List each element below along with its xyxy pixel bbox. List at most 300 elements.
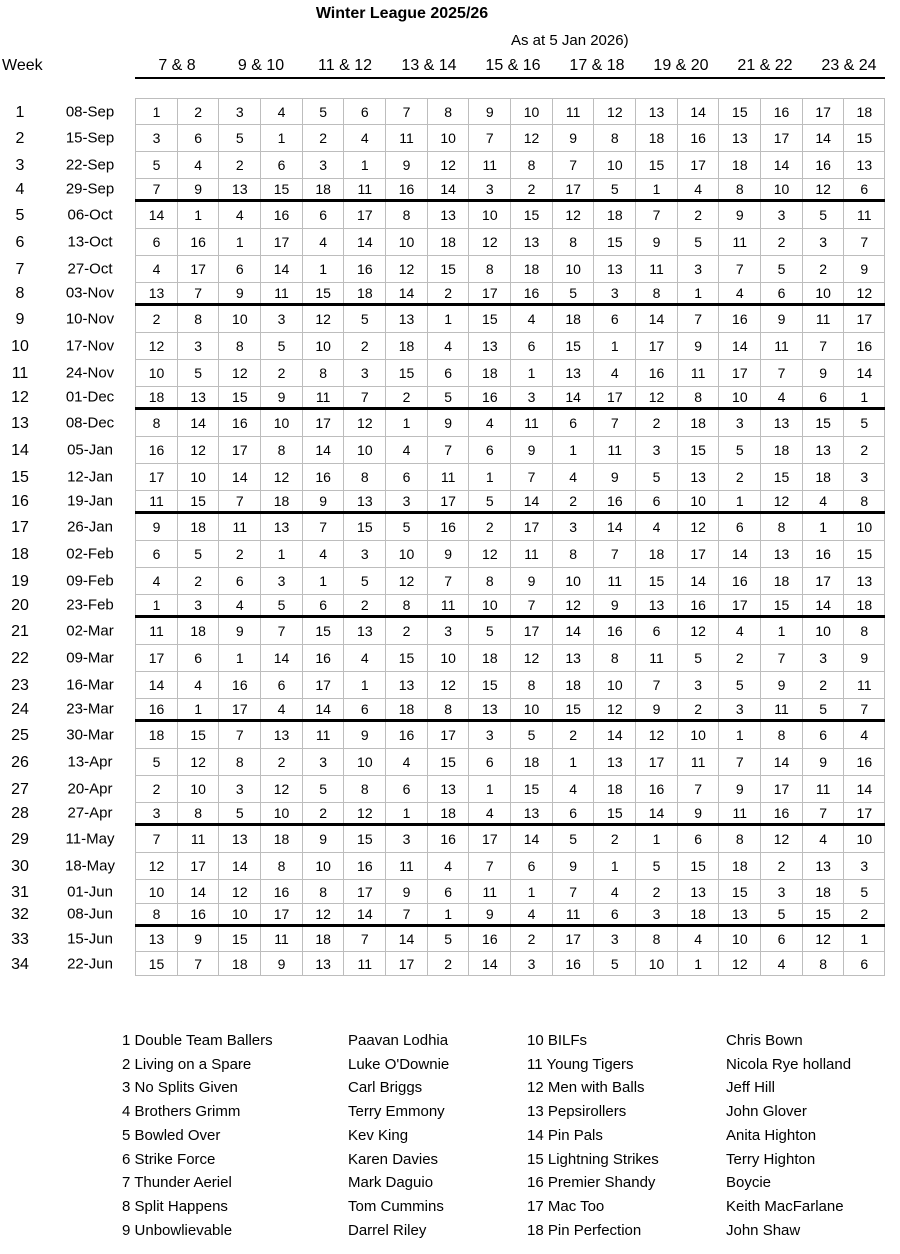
team-number-cell: 13 xyxy=(260,722,302,748)
team-number-cell: 6 xyxy=(218,568,260,594)
team-number-cell: 8 xyxy=(385,595,427,615)
team-number-cell: 18 xyxy=(427,803,469,823)
legend-team-number: 5 xyxy=(122,1126,131,1144)
team-number-cell: 4 xyxy=(760,952,802,975)
week-number: 33 xyxy=(11,930,29,948)
team-number-cell: 17 xyxy=(635,333,677,359)
team-number-cell: 9 xyxy=(302,491,344,511)
team-number-cell: 10 xyxy=(552,568,594,594)
team-number-cell: 6 xyxy=(677,826,719,852)
team-number-cell: 6 xyxy=(718,514,760,540)
team-number-cell: 12 xyxy=(135,333,177,359)
team-number-cell: 17 xyxy=(218,699,260,719)
team-number-cell: 12 xyxy=(843,283,885,303)
legend-team-number: 2 xyxy=(122,1055,131,1073)
team-number-cell: 8 xyxy=(718,179,760,199)
team-number-cell: 13 xyxy=(427,776,469,802)
team-number-cell: 15 xyxy=(468,672,510,698)
team-number-cell: 5 xyxy=(593,179,635,199)
team-number-cell: 12 xyxy=(385,568,427,594)
team-number-cell: 2 xyxy=(802,672,844,698)
team-number-cell: 17 xyxy=(343,202,385,228)
legend-team-number: 9 xyxy=(122,1221,131,1239)
team-number-cell: 9 xyxy=(302,826,344,852)
team-number-cell: 14 xyxy=(468,952,510,975)
team-number-cell: 10 xyxy=(593,152,635,178)
team-number-cell: 15 xyxy=(635,152,677,178)
team-number-cell: 17 xyxy=(218,437,260,463)
team-number-cell: 11 xyxy=(843,202,885,228)
team-number-cell: 12 xyxy=(427,152,469,178)
team-number-cell: 3 xyxy=(343,541,385,567)
legend-team-captain: Luke O'Downie xyxy=(348,1055,450,1073)
legend-team xyxy=(527,1198,604,1215)
fixture-row xyxy=(11,927,885,952)
team-number-cell: 7 xyxy=(552,152,594,178)
team-number-cell: 15 xyxy=(385,645,427,671)
team-number-cell: 2 xyxy=(552,722,594,748)
team-number-cell: 2 xyxy=(635,410,677,436)
week-number: 31 xyxy=(11,883,29,901)
team-number-cell: 15 xyxy=(552,699,594,719)
team-number-cell: 16 xyxy=(135,699,177,719)
team-number-cell: 17 xyxy=(385,952,427,975)
team-number-cell: 2 xyxy=(177,568,219,594)
team-number-cell: 5 xyxy=(635,853,677,879)
week-number: 24 xyxy=(11,700,29,718)
team-number-cell: 12 xyxy=(302,306,344,332)
week-date: 20-Apr xyxy=(67,780,113,798)
fixture-row xyxy=(11,568,885,595)
team-number-cell: 16 xyxy=(135,437,177,463)
team-number-cell: 8 xyxy=(802,952,844,975)
fixture-row xyxy=(11,645,885,672)
team-number-cell: 9 xyxy=(760,306,802,332)
week-number: 26 xyxy=(11,753,29,771)
team-number-cell: 16 xyxy=(635,360,677,386)
team-number-cell: 11 xyxy=(677,360,719,386)
team-number-cell: 18 xyxy=(510,749,552,775)
team-number-cell: 14 xyxy=(843,360,885,386)
team-number-cell: 11 xyxy=(302,722,344,748)
team-number-cell: 12 xyxy=(385,256,427,282)
team-number-cell: 15 xyxy=(177,491,219,511)
week-date: 11-May xyxy=(65,830,115,848)
team-number-cell: 16 xyxy=(427,514,469,540)
team-number-cell: 6 xyxy=(593,306,635,332)
team-number-cell: 15 xyxy=(718,880,760,903)
team-number-cell: 18 xyxy=(510,256,552,282)
team-number-cell: 5 xyxy=(802,699,844,719)
team-number-cell: 2 xyxy=(343,595,385,615)
team-number-cell: 18 xyxy=(468,360,510,386)
team-number-cell: 1 xyxy=(177,699,219,719)
team-number-cell: 3 xyxy=(177,595,219,615)
week-number: 9 xyxy=(15,310,25,328)
team-number-cell: 1 xyxy=(635,826,677,852)
team-number-cell: 6 xyxy=(843,179,885,199)
team-number-cell: 18 xyxy=(343,283,385,303)
fixture-row xyxy=(15,283,885,306)
team-number-cell: 3 xyxy=(802,645,844,671)
team-number-cell: 8 xyxy=(510,152,552,178)
team-number-cell: 7 xyxy=(593,541,635,567)
team-number-cell: 7 xyxy=(802,803,844,823)
team-number-cell: 9 xyxy=(552,853,594,879)
team-number-cell: 12 xyxy=(343,410,385,436)
team-number-cell: 13 xyxy=(302,952,344,975)
team-number-cell: 17 xyxy=(135,645,177,671)
team-number-cell: 1 xyxy=(343,672,385,698)
team-number-cell: 10 xyxy=(843,826,885,852)
week-number: 15 xyxy=(11,468,29,486)
team-number-cell: 8 xyxy=(677,387,719,407)
team-number-cell: 18 xyxy=(677,410,719,436)
team-number-cell: 1 xyxy=(135,595,177,615)
team-number-cell: 15 xyxy=(677,853,719,879)
team-number-cell: 10 xyxy=(302,853,344,879)
team-number-cell: 2 xyxy=(802,256,844,282)
team-number-cell: 11 xyxy=(468,152,510,178)
legend-team-captain: John Shaw xyxy=(726,1221,801,1239)
team-number-cell: 3 xyxy=(510,387,552,407)
team-number-cell: 1 xyxy=(385,803,427,823)
team-number-cell: 8 xyxy=(260,437,302,463)
week-number: 5 xyxy=(15,206,25,224)
legend-team xyxy=(527,1174,655,1191)
team-number-cell: 9 xyxy=(593,464,635,490)
fixture-row xyxy=(11,776,885,803)
team-number-cell: 4 xyxy=(302,229,344,255)
team-number-cell: 4 xyxy=(177,152,219,178)
team-number-cell: 2 xyxy=(677,699,719,719)
team-number-cell: 18 xyxy=(843,99,885,124)
team-number-cell: 15 xyxy=(385,360,427,386)
team-number-cell: 5 xyxy=(427,387,469,407)
team-number-cell: 17 xyxy=(593,387,635,407)
team-number-cell: 14 xyxy=(302,699,344,719)
week-date: 12-Jan xyxy=(67,468,113,486)
team-number-cell: 17 xyxy=(427,491,469,511)
team-number-cell: 7 xyxy=(427,437,469,463)
team-number-cell: 15 xyxy=(843,541,885,567)
team-number-cell: 11 xyxy=(135,491,177,511)
team-number-cell: 15 xyxy=(218,927,260,951)
team-number-cell: 2 xyxy=(385,618,427,644)
team-number-cell: 6 xyxy=(760,283,802,303)
week-number: 30 xyxy=(11,857,29,875)
team-number-cell: 4 xyxy=(677,927,719,951)
week-date: 26-Jan xyxy=(67,518,113,536)
team-number-cell: 16 xyxy=(218,410,260,436)
team-number-cell: 4 xyxy=(718,283,760,303)
legend-team-captain: Keith MacFarlane xyxy=(726,1197,844,1215)
team-number-cell: 8 xyxy=(510,672,552,698)
team-number-cell: 18 xyxy=(218,952,260,975)
week-date: 18-May xyxy=(64,857,116,875)
team-number-cell: 14 xyxy=(635,306,677,332)
fixture-row xyxy=(11,904,885,927)
fixture-row xyxy=(11,699,885,722)
team-number-cell: 6 xyxy=(510,333,552,359)
team-number-cell: 5 xyxy=(260,595,302,615)
team-number-cell: 3 xyxy=(593,927,635,951)
week-number: 14 xyxy=(11,441,29,459)
team-number-cell: 17 xyxy=(718,360,760,386)
team-number-cell: 5 xyxy=(260,333,302,359)
fixture-row xyxy=(15,152,885,179)
team-number-cell: 17 xyxy=(468,826,510,852)
legend-team-name: Lightning Strikes xyxy=(547,1150,659,1168)
team-number-cell: 17 xyxy=(302,410,344,436)
team-number-cell: 16 xyxy=(510,283,552,303)
team-number-cell: 2 xyxy=(635,880,677,903)
team-number-cell: 3 xyxy=(802,229,844,255)
team-number-cell: 4 xyxy=(593,880,635,903)
team-number-cell: 1 xyxy=(468,464,510,490)
week-number: 12 xyxy=(11,388,29,406)
team-number-cell: 8 xyxy=(177,803,219,823)
team-number-cell: 1 xyxy=(135,99,177,124)
fixture-row xyxy=(11,722,885,749)
legend-team xyxy=(527,1032,587,1049)
team-number-cell: 5 xyxy=(468,491,510,511)
team-number-cell: 2 xyxy=(843,904,885,924)
team-number-cell: 1 xyxy=(302,568,344,594)
legend-team-name: Strike Force xyxy=(134,1150,216,1168)
legend-team-number: 1 xyxy=(122,1032,131,1049)
legend-team-name: Men with Balls xyxy=(547,1079,645,1097)
team-number-cell: 18 xyxy=(302,179,344,199)
team-number-cell: 11 xyxy=(843,672,885,698)
team-number-cell: 3 xyxy=(177,333,219,359)
team-number-cell: 6 xyxy=(760,927,802,951)
lane-header: 23 & 24 xyxy=(821,57,877,74)
team-number-cell: 16 xyxy=(593,491,635,511)
team-number-cell: 14 xyxy=(135,202,177,228)
team-number-cell: 13 xyxy=(385,672,427,698)
legend-team-number: 17 xyxy=(527,1197,544,1215)
team-number-cell: 12 xyxy=(218,880,260,903)
fixture-row xyxy=(15,229,885,256)
legend-team-number: 14 xyxy=(527,1126,544,1144)
team-number-cell: 15 xyxy=(343,514,385,540)
legend-team-captain: Paavan Lodhia xyxy=(348,1032,449,1049)
team-number-cell: 3 xyxy=(760,202,802,228)
team-number-cell: 8 xyxy=(552,229,594,255)
team-number-cell: 5 xyxy=(718,437,760,463)
week-number: 21 xyxy=(11,622,29,640)
team-number-cell: 9 xyxy=(718,202,760,228)
team-number-cell: 8 xyxy=(385,202,427,228)
team-number-cell: 12 xyxy=(593,699,635,719)
team-number-cell: 8 xyxy=(468,256,510,282)
team-number-cell: 3 xyxy=(760,880,802,903)
team-number-cell: 9 xyxy=(427,410,469,436)
team-number-cell: 15 xyxy=(302,283,344,303)
team-number-cell: 5 xyxy=(177,541,219,567)
team-number-cell: 5 xyxy=(427,927,469,951)
fixture-row xyxy=(11,514,885,541)
team-number-cell: 1 xyxy=(677,952,719,975)
team-number-cell: 9 xyxy=(135,514,177,540)
team-number-cell: 13 xyxy=(135,283,177,303)
team-number-cell: 11 xyxy=(635,256,677,282)
legend-team-number: 16 xyxy=(527,1174,544,1192)
legend-team xyxy=(122,1222,232,1239)
legend-team xyxy=(527,1103,626,1120)
team-number-cell: 14 xyxy=(760,749,802,775)
team-number-cell: 11 xyxy=(593,568,635,594)
team-number-cell: 8 xyxy=(635,927,677,951)
team-number-cell: 2 xyxy=(218,541,260,567)
fixture-row xyxy=(11,464,885,491)
team-number-cell: 7 xyxy=(760,645,802,671)
team-number-cell: 6 xyxy=(427,880,469,903)
team-number-cell: 15 xyxy=(135,952,177,975)
legend-team xyxy=(527,1222,641,1239)
team-number-cell: 12 xyxy=(802,179,844,199)
fixture-row xyxy=(15,306,885,333)
team-number-cell: 16 xyxy=(218,672,260,698)
team-number-cell: 9 xyxy=(385,152,427,178)
fixture-row xyxy=(11,333,885,360)
team-number-cell: 2 xyxy=(552,491,594,511)
team-number-cell: 17 xyxy=(635,749,677,775)
team-number-cell: 5 xyxy=(343,306,385,332)
team-number-cell: 6 xyxy=(135,541,177,567)
team-number-cell: 18 xyxy=(802,464,844,490)
team-number-cell: 13 xyxy=(593,749,635,775)
team-number-cell: 14 xyxy=(260,256,302,282)
fixture-row xyxy=(11,387,885,410)
fixture-row xyxy=(11,880,885,904)
team-number-cell: 16 xyxy=(760,803,802,823)
team-number-cell: 13 xyxy=(177,387,219,407)
team-number-cell: 10 xyxy=(677,722,719,748)
team-number-cell: 10 xyxy=(427,125,469,151)
team-number-cell: 4 xyxy=(135,256,177,282)
team-number-cell: 10 xyxy=(385,229,427,255)
fixture-row xyxy=(11,826,885,853)
team-number-cell: 4 xyxy=(635,514,677,540)
team-number-cell: 8 xyxy=(427,699,469,719)
team-number-cell: 4 xyxy=(260,699,302,719)
team-number-cell: 7 xyxy=(385,904,427,924)
team-number-cell: 10 xyxy=(510,99,552,124)
team-number-cell: 11 xyxy=(427,464,469,490)
team-number-cell: 18 xyxy=(468,645,510,671)
week-date: 17-Nov xyxy=(65,337,115,355)
team-number-cell: 17 xyxy=(427,722,469,748)
week-date: 15-Sep xyxy=(65,129,115,147)
team-number-cell: 5 xyxy=(802,202,844,228)
team-number-cell: 4 xyxy=(343,645,385,671)
team-number-cell: 12 xyxy=(510,125,552,151)
legend-team-number: 10 xyxy=(527,1032,544,1049)
team-number-cell: 1 xyxy=(218,229,260,255)
week-date: 29-Sep xyxy=(65,180,115,198)
legend-team-number: 11 xyxy=(527,1055,543,1073)
week-column-header: Week xyxy=(2,57,43,74)
team-number-cell: 3 xyxy=(218,776,260,802)
team-number-cell: 6 xyxy=(302,595,344,615)
week-date: 08-Sep xyxy=(65,103,115,120)
team-number-cell: 9 xyxy=(510,568,552,594)
team-number-cell: 5 xyxy=(760,904,802,924)
legend-team-captain: Nicola Rye holland xyxy=(726,1055,852,1073)
fixture-row xyxy=(15,125,885,152)
team-number-cell: 12 xyxy=(427,672,469,698)
week-date: 27-Oct xyxy=(67,260,113,278)
team-number-cell: 15 xyxy=(718,99,760,124)
team-number-cell: 1 xyxy=(302,256,344,282)
team-number-cell: 8 xyxy=(343,776,385,802)
team-number-cell: 12 xyxy=(718,952,760,975)
team-number-cell: 13 xyxy=(385,306,427,332)
team-number-cell: 10 xyxy=(718,387,760,407)
team-number-cell: 3 xyxy=(468,179,510,199)
team-number-cell: 10 xyxy=(427,645,469,671)
team-number-cell: 12 xyxy=(593,99,635,124)
team-number-cell: 9 xyxy=(218,618,260,644)
team-number-cell: 6 xyxy=(510,853,552,879)
fixture-row xyxy=(11,541,885,568)
team-number-cell: 5 xyxy=(302,776,344,802)
team-number-cell: 8 xyxy=(260,853,302,879)
team-number-cell: 15 xyxy=(760,595,802,615)
week-date: 01-Dec xyxy=(65,388,115,406)
legend-team-name: Young Tigers xyxy=(546,1055,634,1073)
week-date: 09-Feb xyxy=(66,572,114,590)
team-number-cell: 17 xyxy=(843,306,885,332)
team-number-cell: 13 xyxy=(218,179,260,199)
team-number-cell: 10 xyxy=(385,541,427,567)
team-number-cell: 17 xyxy=(135,464,177,490)
legend-team-captain: Darrel Riley xyxy=(348,1221,427,1239)
team-number-cell: 13 xyxy=(552,645,594,671)
team-number-cell: 11 xyxy=(260,927,302,951)
team-number-cell: 10 xyxy=(218,306,260,332)
legend-team-captain: Chris Bown xyxy=(726,1032,803,1049)
team-number-cell: 7 xyxy=(468,853,510,879)
team-number-cell: 16 xyxy=(260,880,302,903)
legend-team-captain: Tom Cummins xyxy=(348,1197,444,1215)
week-date: 02-Mar xyxy=(66,622,114,640)
team-number-cell: 14 xyxy=(343,904,385,924)
team-number-cell: 11 xyxy=(552,904,594,924)
team-number-cell: 1 xyxy=(843,387,885,407)
team-number-cell: 16 xyxy=(177,229,219,255)
team-number-cell: 2 xyxy=(135,776,177,802)
team-number-cell: 3 xyxy=(510,952,552,975)
team-number-cell: 10 xyxy=(593,672,635,698)
team-number-cell: 14 xyxy=(385,283,427,303)
legend-team-name: Bowled Over xyxy=(134,1126,221,1144)
legend-team xyxy=(122,1174,232,1191)
team-number-cell: 17 xyxy=(552,927,594,951)
team-number-cell: 4 xyxy=(427,853,469,879)
team-number-cell: 2 xyxy=(468,514,510,540)
legend-team-captain: Terry Highton xyxy=(726,1150,816,1168)
team-number-cell: 11 xyxy=(718,229,760,255)
team-number-cell: 2 xyxy=(385,387,427,407)
team-number-cell: 1 xyxy=(552,437,594,463)
week-number: 2 xyxy=(15,129,25,147)
team-number-cell: 2 xyxy=(427,283,469,303)
team-number-cell: 13 xyxy=(843,152,885,178)
team-number-cell: 4 xyxy=(177,672,219,698)
